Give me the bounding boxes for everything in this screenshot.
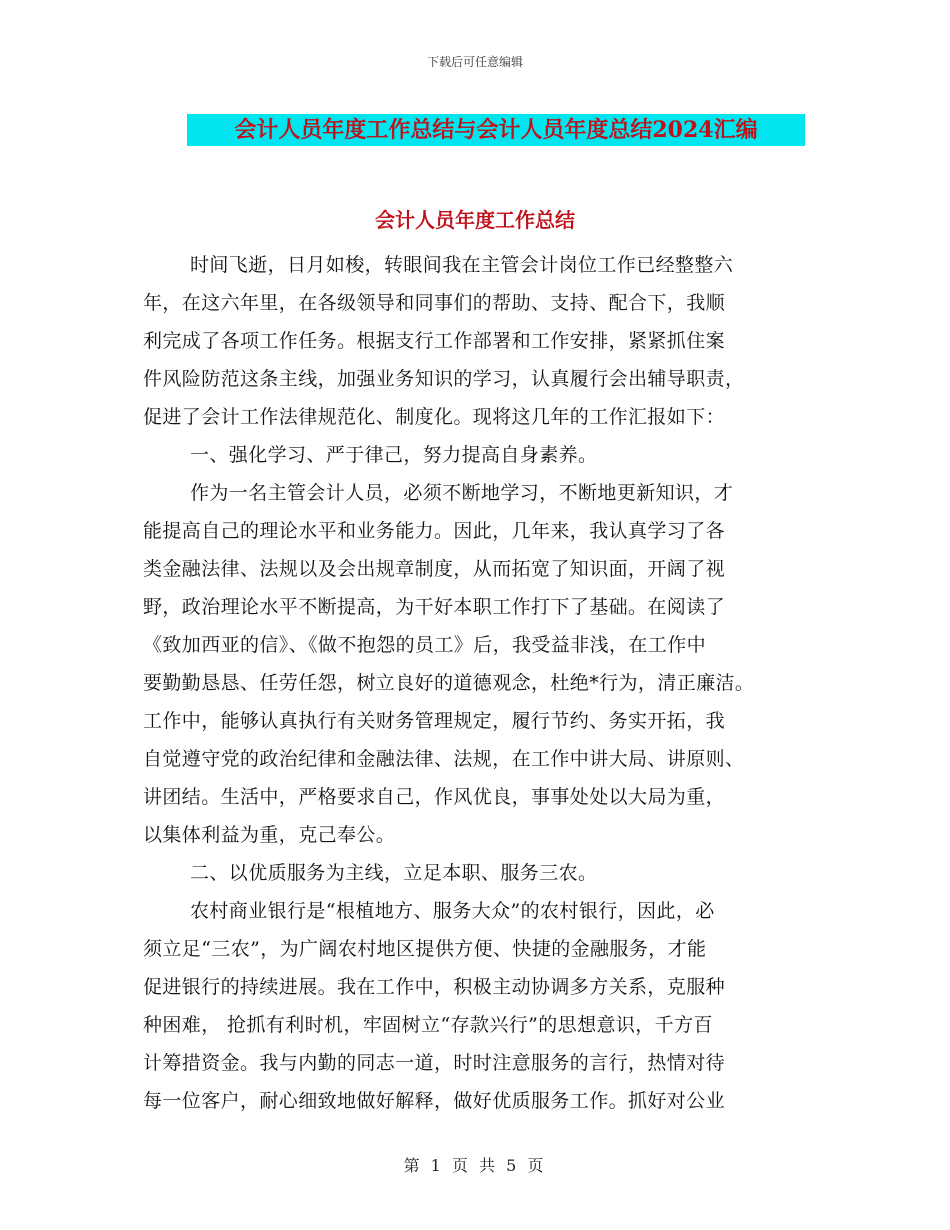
section-title: 会计人员年度工作总结 [375, 208, 575, 232]
document-title: 会计人员年度工作总结与会计人员年度总结2024汇编 [187, 114, 805, 146]
body-line: 要勤勤恳恳、任劳任怨，树立良好的道德观念，杜绝*行为，清正廉洁。 [143, 672, 755, 694]
body-line: 《致加西亚的信》、《做不抱怨的员工》后，我受益非浅，在工作中 [143, 634, 707, 656]
header-note: 下载后可任意编辑 [426, 55, 523, 69]
body-line: 工作中，能够认真执行有关财务管理规定，履行节约、务实开拓，我 [143, 710, 726, 732]
body-line: 须立足“三农”，为广阔农村地区提供方便、快捷的金融服务，才能 [143, 938, 707, 960]
body-line: 每一位客户，耐心细致地做好解释，做好优质服务工作。抓好对公业 [143, 1090, 726, 1112]
body-line: 以集体利益为重，克己奉公。 [143, 824, 396, 846]
heading-line: 一、强化学习、严于律己，努力提高自身素养。 [190, 444, 598, 466]
body-line: 种困难， 抢抓有利时机，牢固树立“存款兴行”的思想意识，千方百 [143, 1014, 713, 1036]
body-line: 年，在这六年里，在各级领导和同事们的帮助、支持、配合下，我顺 [143, 292, 726, 314]
body-line: 类金融法律、法规以及会出规章制度，从而拓宽了知识面，开阔了视 [143, 558, 726, 580]
body-line: 利完成了各项工作任务。根据支行工作部署和工作安排，紧紧抓住案 [143, 330, 726, 352]
body-line: 件风险防范这条主线，加强业务知识的学习，认真履行会出辅导职责， [143, 368, 745, 390]
body-line: 计筹措资金。我与内勤的同志一道，时时注意服务的言行，热情对待 [143, 1052, 726, 1074]
body-line: 农村商业银行是“根植地方、服务大众”的农村银行，因此，必 [190, 900, 715, 922]
heading-line: 二、以优质服务为主线，立足本职、服务三农。 [190, 862, 598, 884]
body-line: 野，政治理论水平不断提高，为干好本职工作打下了基础。在阅读了 [143, 596, 726, 618]
document-body [143, 246, 833, 1120]
body-line: 时间飞逝，日月如梭，转眼间我在主管会计岗位工作已经整整六 [190, 254, 734, 276]
body-line: 促进银行的持续进展。我在工作中，积极主动协调多方关系，克服种 [143, 976, 726, 998]
body-line: 能提高自己的理论水平和业务能力。因此，几年来，我认真学习了各 [143, 520, 726, 542]
body-line: 促进了会计工作法律规范化、制度化。现将这几年的工作汇报如下： [143, 406, 726, 428]
body-line: 讲团结。生活中，严格要求自己，作风优良，事事处处以大局为重， [143, 786, 726, 808]
body-line: 自觉遵守党的政治纪律和金融法律、法规，在工作中讲大局、讲原则、 [143, 748, 745, 770]
body-line: 作为一名主管会计人员，必须不断地学习，不断地更新知识，才 [190, 482, 734, 504]
page-number: 第 1 页 共 5 页 [403, 1156, 547, 1175]
